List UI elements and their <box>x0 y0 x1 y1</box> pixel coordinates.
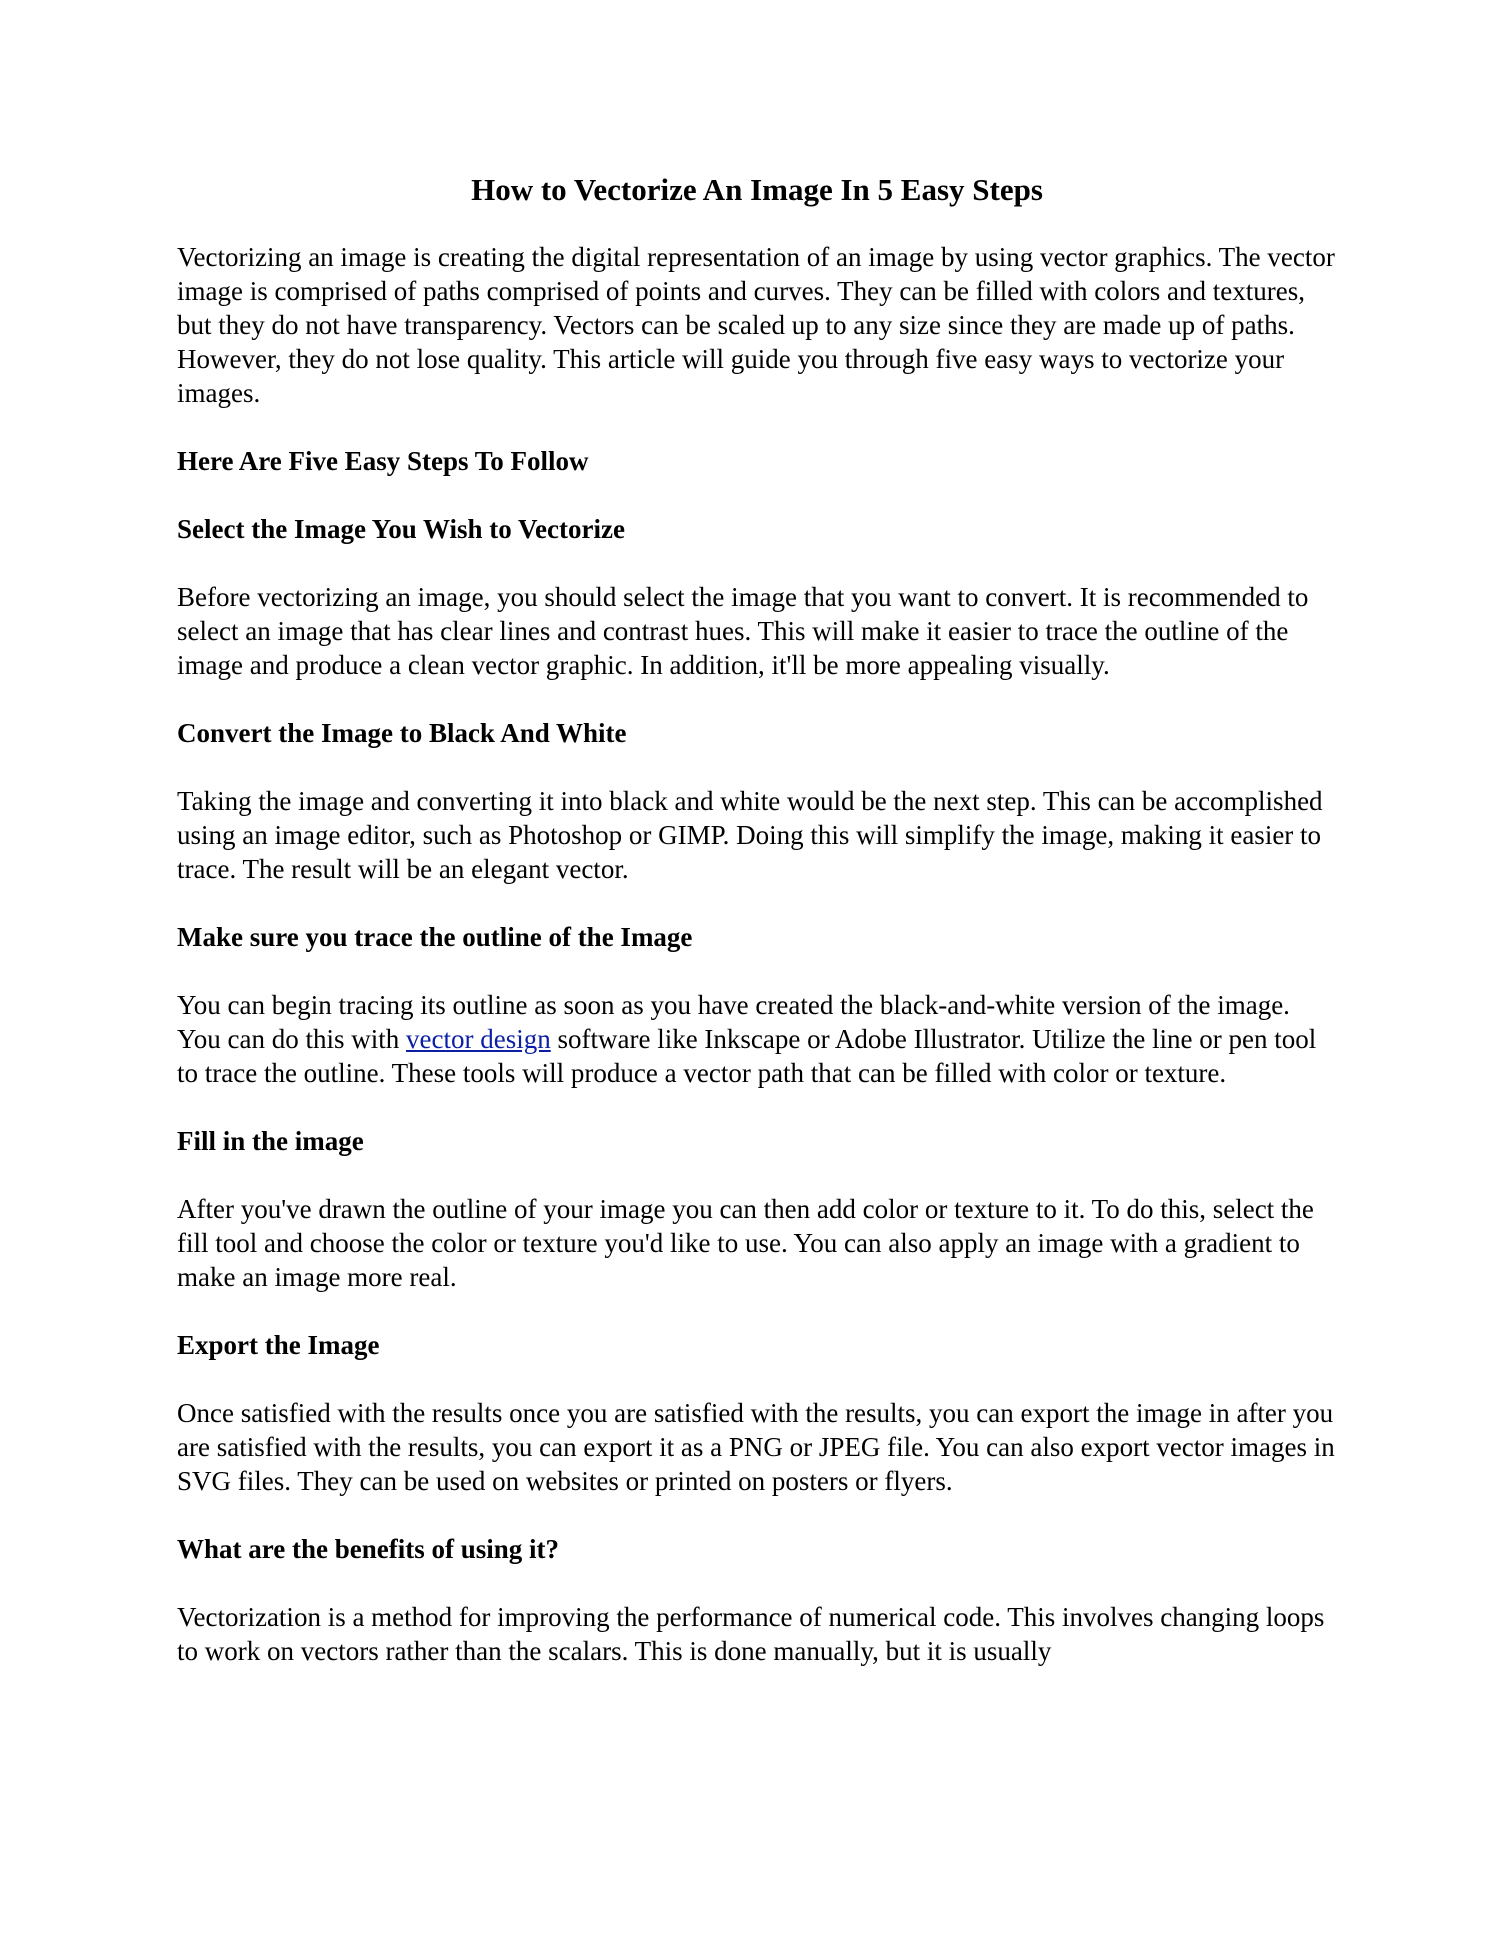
vector-design-link[interactable]: vector design <box>406 1024 551 1055</box>
section-heading-benefits: What are the benefits of using it? <box>177 1534 559 1565</box>
section-body-fill-image: After you've drawn the outline of your image you can then add color or texture to it. To do this, select the fill tool and choose the color or texture you'd like to use. You can also apply an image with a gradient to make an image more real. <box>177 1194 1314 1293</box>
section-heading-export-image: Export the Image <box>177 1330 380 1361</box>
section-heading-trace-outline: Make sure you trace the outline of the Image <box>177 922 693 953</box>
section-body-black-white: Taking the image and converting it into black and white would be the next step. This can be accomplished using an image editor, such as Photoshop or GIMP. Doing this will simplify the image, making it easier to trace. The result will be an elegant vector. <box>177 786 1323 885</box>
steps-heading: Here Are Five Easy Steps To Follow <box>177 446 589 477</box>
section-body-select-image: Before vectorizing an image, you should select the image that you want to convert. It is recommended to select an image that has clear lines and contrast hues. This will make it easier to trace the outline of the image and produce a clean vector graphic. In addition, it'll be more appealing visually. <box>177 582 1309 681</box>
trace-body-before-link: You can begin tracing its outline as soon as you have created the black-and-white version of the image. You can do this with <box>177 990 1290 1055</box>
section-body-benefits: Vectorization is a method for improving the performance of numerical code. This involves changing loops to work on vectors rather than the scalars. This is done manually, but it is usually <box>177 1602 1325 1667</box>
section-heading-select-image: Select the Image You Wish to Vectorize <box>177 514 625 545</box>
section-heading-fill-image: Fill in the image <box>177 1126 364 1157</box>
trace-body-after-link: software like Inkscape or Adobe Illustrator. Utilize the line or pen tool to trace the outline. These tools will produce a vector path that can be filled with color or texture. <box>177 1024 1317 1089</box>
document-content <box>177 170 1337 1702</box>
section-body-trace-outline <box>177 988 1337 1090</box>
section-heading-black-white: Convert the Image to Black And White <box>177 718 627 749</box>
intro-paragraph: Vectorizing an image is creating the digital representation of an image by using vector graphics. The vector image is comprised of paths comprised of points and curves. They can be filled with colors and textures, but they do not have transparency. Vectors can be scaled up to any size since they are made up of paths. However, they do not lose quality. This article will guide you through five easy ways to vectorize your images. <box>177 242 1335 409</box>
section-body-export-image: Once satisfied with the results once you are satisfied with the results, you can export the image in after you are satisfied with the results, you can export it as a PNG or JPEG file. You can also export vector images in SVG files. They can be used on websites or printed on posters or flyers. <box>177 1398 1335 1497</box>
page-title: How to Vectorize An Image In 5 Easy Steps <box>471 172 1043 207</box>
